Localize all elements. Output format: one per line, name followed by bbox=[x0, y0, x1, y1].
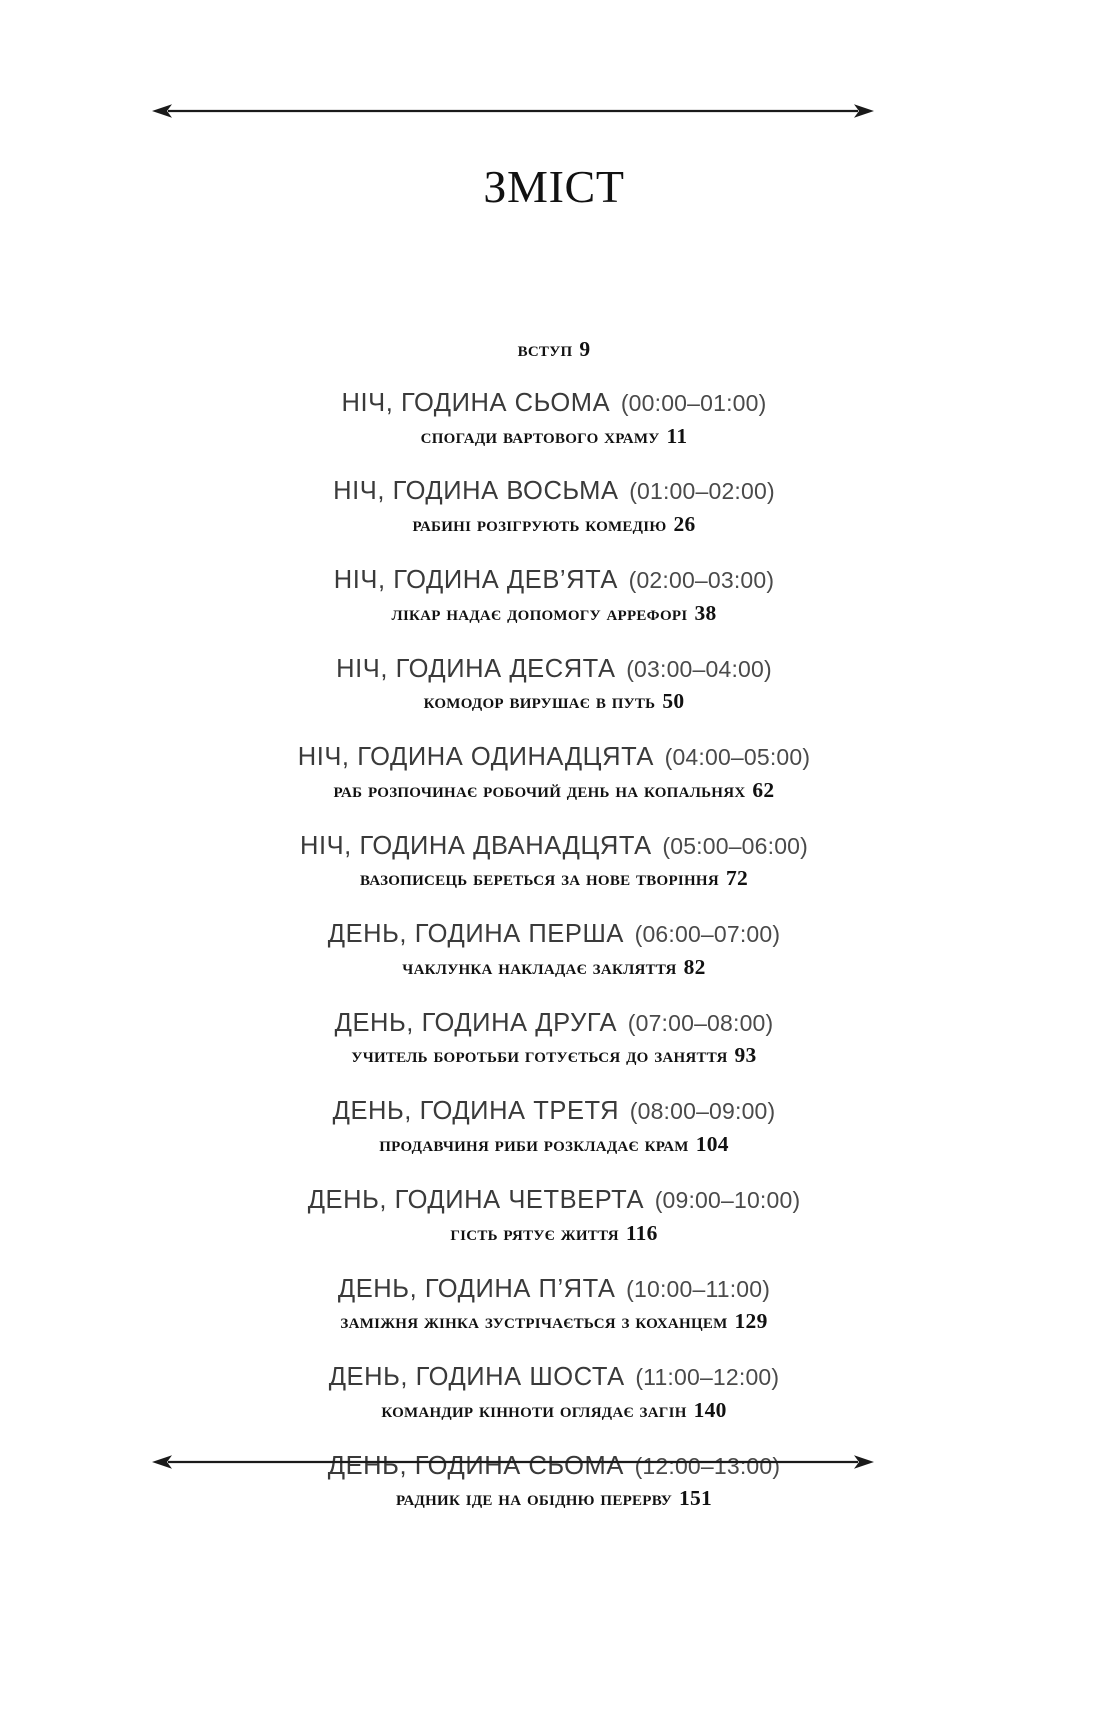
toc-entry-period-line bbox=[124, 387, 984, 420]
toc-entry[interactable] bbox=[124, 1095, 984, 1159]
table-of-contents bbox=[124, 336, 984, 1513]
page-title: зміст bbox=[483, 144, 625, 217]
bottom-arrow-rule bbox=[152, 1452, 874, 1472]
toc-entry-title-line bbox=[124, 777, 984, 805]
toc-entry-page: 38 bbox=[694, 600, 717, 625]
toc-entry-period: НІЧ, ГОДИНА ВОСЬМА bbox=[333, 477, 619, 506]
toc-entry[interactable] bbox=[124, 1184, 984, 1248]
toc-entry-period: НІЧ, ГОДИНА ДЕСЯТА bbox=[336, 654, 616, 683]
toc-entry-period-line bbox=[124, 1007, 984, 1040]
toc-entry-time: (04:00–05:00) bbox=[664, 744, 811, 771]
toc-entry-title-line bbox=[124, 688, 984, 716]
toc-entry-time: (01:00–02:00) bbox=[629, 478, 775, 505]
toc-entry-period-line bbox=[124, 475, 984, 508]
toc-entry-title: рабині розігрують комедію bbox=[412, 512, 667, 537]
toc-entry-page: 50 bbox=[662, 689, 685, 714]
toc-entry-time: (09:00–10:00) bbox=[654, 1186, 801, 1213]
toc-entry-title: комодор вирушає в путь bbox=[423, 689, 656, 714]
toc-entry-title-line bbox=[124, 1308, 984, 1336]
toc-entry-title: лікар надає допомогу аррефорі bbox=[391, 600, 688, 625]
toc-entry-time: (03:00–04:00) bbox=[626, 655, 772, 682]
toc-entry-page: 82 bbox=[683, 954, 706, 979]
toc-entry-page: 93 bbox=[734, 1043, 757, 1068]
toc-entry-title: продавчиня риби розкладає крам bbox=[379, 1132, 689, 1156]
toc-entry-period: НІЧ, ГОДИНА ОДИНАДЦЯТА bbox=[297, 743, 654, 772]
toc-entry-period-line bbox=[124, 653, 984, 686]
toc-entry-title-line bbox=[124, 1220, 984, 1248]
toc-entry-period: ДЕНЬ, ГОДИНА ДРУГА bbox=[334, 1008, 618, 1037]
toc-entry-title: заміжня жінка зустрічається з коханцем bbox=[340, 1309, 728, 1334]
toc-entry-period: НІЧ, ГОДИНА СЬОМА bbox=[341, 388, 611, 417]
toc-entry-title-line bbox=[124, 954, 984, 982]
toc-entry-time: (11:00–12:00) bbox=[635, 1364, 780, 1391]
toc-entry-title-line bbox=[124, 865, 984, 893]
toc-entry-title-line bbox=[124, 1485, 984, 1513]
page-title-wrap bbox=[0, 144, 1108, 217]
toc-entry-title: спогади вартового храму bbox=[420, 423, 660, 448]
toc-entry-title-line bbox=[124, 600, 984, 628]
toc-entry-title-line bbox=[124, 1042, 984, 1070]
toc-entry-period-line bbox=[124, 564, 984, 597]
toc-entry-title: радник іде на обідню перерву bbox=[395, 1486, 673, 1511]
toc-entry-title: командир кінноти оглядає загін bbox=[381, 1397, 687, 1422]
toc-entry-period: ДЕНЬ, ГОДИНА ПЕРША bbox=[327, 920, 624, 949]
toc-entry[interactable] bbox=[124, 1273, 984, 1337]
toc-entry-page: 26 bbox=[673, 512, 696, 537]
toc-entry-page: 116 bbox=[625, 1220, 658, 1245]
toc-entry-period-line bbox=[124, 1361, 984, 1394]
toc-entry-title: гість рятує життя bbox=[450, 1220, 619, 1245]
toc-entry[interactable] bbox=[124, 830, 984, 894]
toc-entry-period-line bbox=[124, 1184, 984, 1217]
toc-entry-time: (02:00–03:00) bbox=[628, 567, 775, 593]
toc-entry-time: (08:00–09:00) bbox=[629, 1098, 776, 1125]
toc-entry-time: (07:00–08:00) bbox=[627, 1009, 774, 1036]
toc-entry-title-line bbox=[124, 423, 984, 451]
toc-entry-page: 62 bbox=[752, 777, 775, 802]
toc-entry-title: раб розпочинає робочий день на копальнях bbox=[333, 777, 746, 802]
toc-entry-time: (06:00–07:00) bbox=[634, 921, 781, 948]
toc-entry-page: 72 bbox=[725, 866, 748, 891]
toc-entry-time: (10:00–11:00) bbox=[626, 1275, 771, 1302]
toc-entry-page: 104 bbox=[695, 1132, 729, 1156]
toc-entry-title: вазописець береться за нове творіння bbox=[360, 866, 719, 891]
toc-entry-period: НІЧ, ГОДИНА ДВАНАДЦЯТА bbox=[299, 831, 652, 860]
toc-entry-period: ДЕНЬ, ГОДИНА ЧЕТВЕРТА bbox=[307, 1185, 645, 1214]
toc-entry-period: НІЧ, ГОДИНА ДЕВ’ЯТА bbox=[333, 566, 618, 594]
toc-entry[interactable] bbox=[124, 564, 984, 628]
toc-entry-period: ДЕНЬ, ГОДИНА СЬОМА bbox=[327, 1451, 624, 1480]
toc-entry-page: 129 bbox=[734, 1309, 768, 1334]
toc-entry-time: (12:00–13:00) bbox=[634, 1452, 781, 1479]
toc-entry-time: (05:00–06:00) bbox=[662, 832, 809, 859]
toc-entry[interactable] bbox=[124, 387, 984, 451]
toc-entry-page: 151 bbox=[679, 1486, 713, 1511]
toc-intro-entry[interactable] bbox=[124, 336, 984, 363]
toc-entry-period: ДЕНЬ, ГОДИНА П’ЯТА bbox=[337, 1274, 616, 1303]
toc-entry-title: учитель боротьби готується до заняття bbox=[351, 1043, 728, 1068]
toc-entry[interactable] bbox=[124, 918, 984, 982]
toc-entry[interactable] bbox=[124, 1007, 984, 1071]
top-arrow-rule bbox=[152, 101, 874, 121]
toc-entry-page: 11 bbox=[666, 423, 688, 448]
toc-entry[interactable] bbox=[124, 653, 984, 717]
toc-entry[interactable] bbox=[124, 475, 984, 539]
toc-entry-title-line bbox=[124, 511, 984, 539]
toc-entry-period-line bbox=[124, 918, 984, 951]
toc-entry-period-line bbox=[124, 1095, 984, 1128]
toc-entry-period-line bbox=[124, 1273, 984, 1306]
toc-entry-period-line bbox=[124, 830, 984, 863]
toc-entry-period-line bbox=[124, 741, 984, 774]
toc-entry-period: ДЕНЬ, ГОДИНА ШОСТА bbox=[328, 1363, 625, 1392]
toc-entry-title-line bbox=[124, 1131, 984, 1159]
toc-entry-title-line bbox=[124, 1397, 984, 1425]
toc-entry-time: (00:00–01:00) bbox=[620, 389, 767, 416]
toc-intro-label: вступ bbox=[517, 337, 573, 361]
toc-entry[interactable] bbox=[124, 741, 984, 805]
toc-entry-period: ДЕНЬ, ГОДИНА ТРЕТЯ bbox=[332, 1097, 620, 1126]
toc-entry-title: чаклунка накладає закляття bbox=[402, 954, 677, 979]
toc-entry[interactable] bbox=[124, 1361, 984, 1425]
toc-entry-page: 140 bbox=[693, 1397, 727, 1422]
toc-intro-page: 9 bbox=[579, 337, 591, 361]
